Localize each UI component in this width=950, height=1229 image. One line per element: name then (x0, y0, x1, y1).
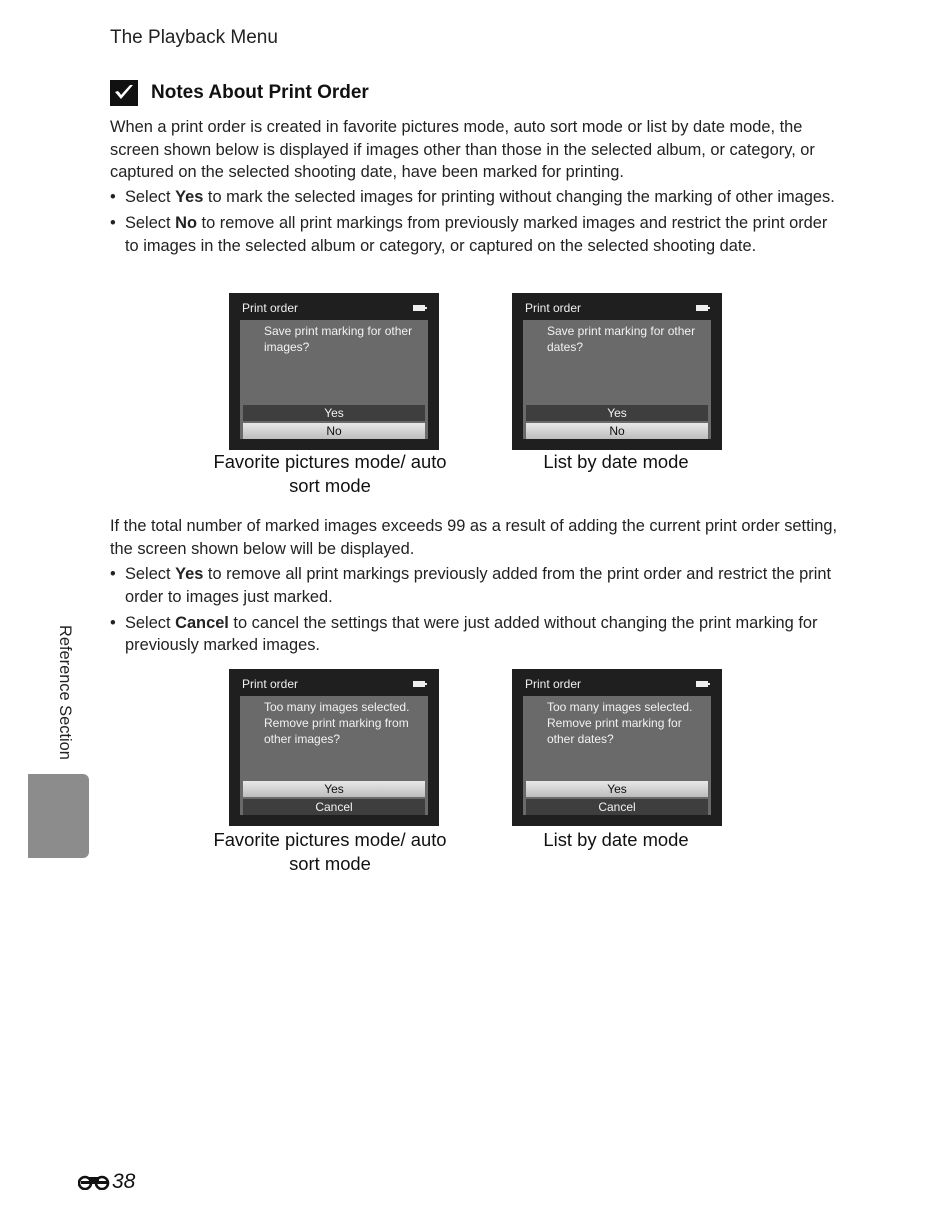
battery-icon (696, 681, 708, 687)
cancel-button[interactable]: Cancel (243, 799, 425, 815)
dialog-box (523, 696, 711, 815)
screen-title: Print order (242, 677, 299, 691)
bullet-item: • Select No to remove all print markings from previously marked images and restrict the print order to images in the selected album or category, or captured on the selected shooting date. (110, 212, 840, 257)
yes-button[interactable]: Yes (526, 405, 708, 421)
yes-button[interactable]: Yes (526, 781, 708, 797)
screen-title: Print order (525, 677, 582, 691)
reference-binoculars-icon (78, 1174, 111, 1190)
page-footer (78, 1170, 135, 1194)
dialog-message: Too many images selected. Remove print marking from other images? (264, 700, 410, 746)
note-heading (110, 80, 369, 106)
dialog-message: Too many images selected. Remove print marking for other dates? (547, 700, 693, 746)
limit-paragraph: If the total number of marked images exceeds 99 as a result of adding the current print order setting, the screen shown below will be displayed. (110, 517, 838, 558)
camera-screen-3 (229, 669, 439, 826)
screen-caption: Favorite pictures mode/ auto sort mode (213, 451, 447, 496)
note-title: Notes About Print Order (151, 82, 369, 103)
dialog-message: Save print marking for other dates? (547, 324, 696, 354)
bullet-list-1 (110, 186, 840, 261)
page-number: 38 (112, 1170, 136, 1193)
screen-caption: List by date mode (543, 451, 689, 472)
bullet-list-2 (110, 563, 840, 660)
dialog-box (240, 696, 428, 815)
screen-caption: List by date mode (543, 829, 689, 850)
screen-title: Print order (242, 301, 299, 315)
checkmark-icon (110, 80, 138, 106)
intro-paragraph: When a print order is created in favorite pictures mode, auto sort mode or list by date mode, the screen shown below is displayed if images other than those in the selected album, or category, or captured on the selected shooting date, have been marked for printing. (110, 118, 815, 181)
bullet-item: • Select Cancel to cancel the settings that were just added without changing the print marking for previously marked images. (110, 612, 840, 657)
camera-screen-2 (512, 293, 722, 450)
dialog-message: Save print marking for other images? (264, 324, 413, 354)
dialog-box (523, 320, 711, 439)
no-button[interactable]: No (526, 423, 708, 439)
cancel-button[interactable]: Cancel (526, 799, 708, 815)
no-button[interactable]: No (243, 423, 425, 439)
section-tab (28, 774, 89, 858)
camera-screen-4 (512, 669, 722, 826)
yes-button[interactable]: Yes (243, 781, 425, 797)
battery-icon (413, 681, 425, 687)
section-label: Reference Section (56, 624, 74, 760)
page-header: The Playback Menu (110, 27, 278, 48)
screen-caption: Favorite pictures mode/ auto sort mode (213, 829, 447, 874)
yes-button[interactable]: Yes (243, 405, 425, 421)
battery-icon (413, 305, 425, 311)
battery-icon (696, 305, 708, 311)
bullet-item: • Select Yes to remove all print markings previously added from the print order and restrict the print order to images just marked. (110, 563, 840, 608)
screen-title: Print order (525, 301, 582, 315)
bullet-item: • Select Yes to mark the selected images for printing without changing the marking of other images. (110, 186, 840, 209)
camera-screen-1 (229, 293, 439, 450)
dialog-box (240, 320, 428, 439)
